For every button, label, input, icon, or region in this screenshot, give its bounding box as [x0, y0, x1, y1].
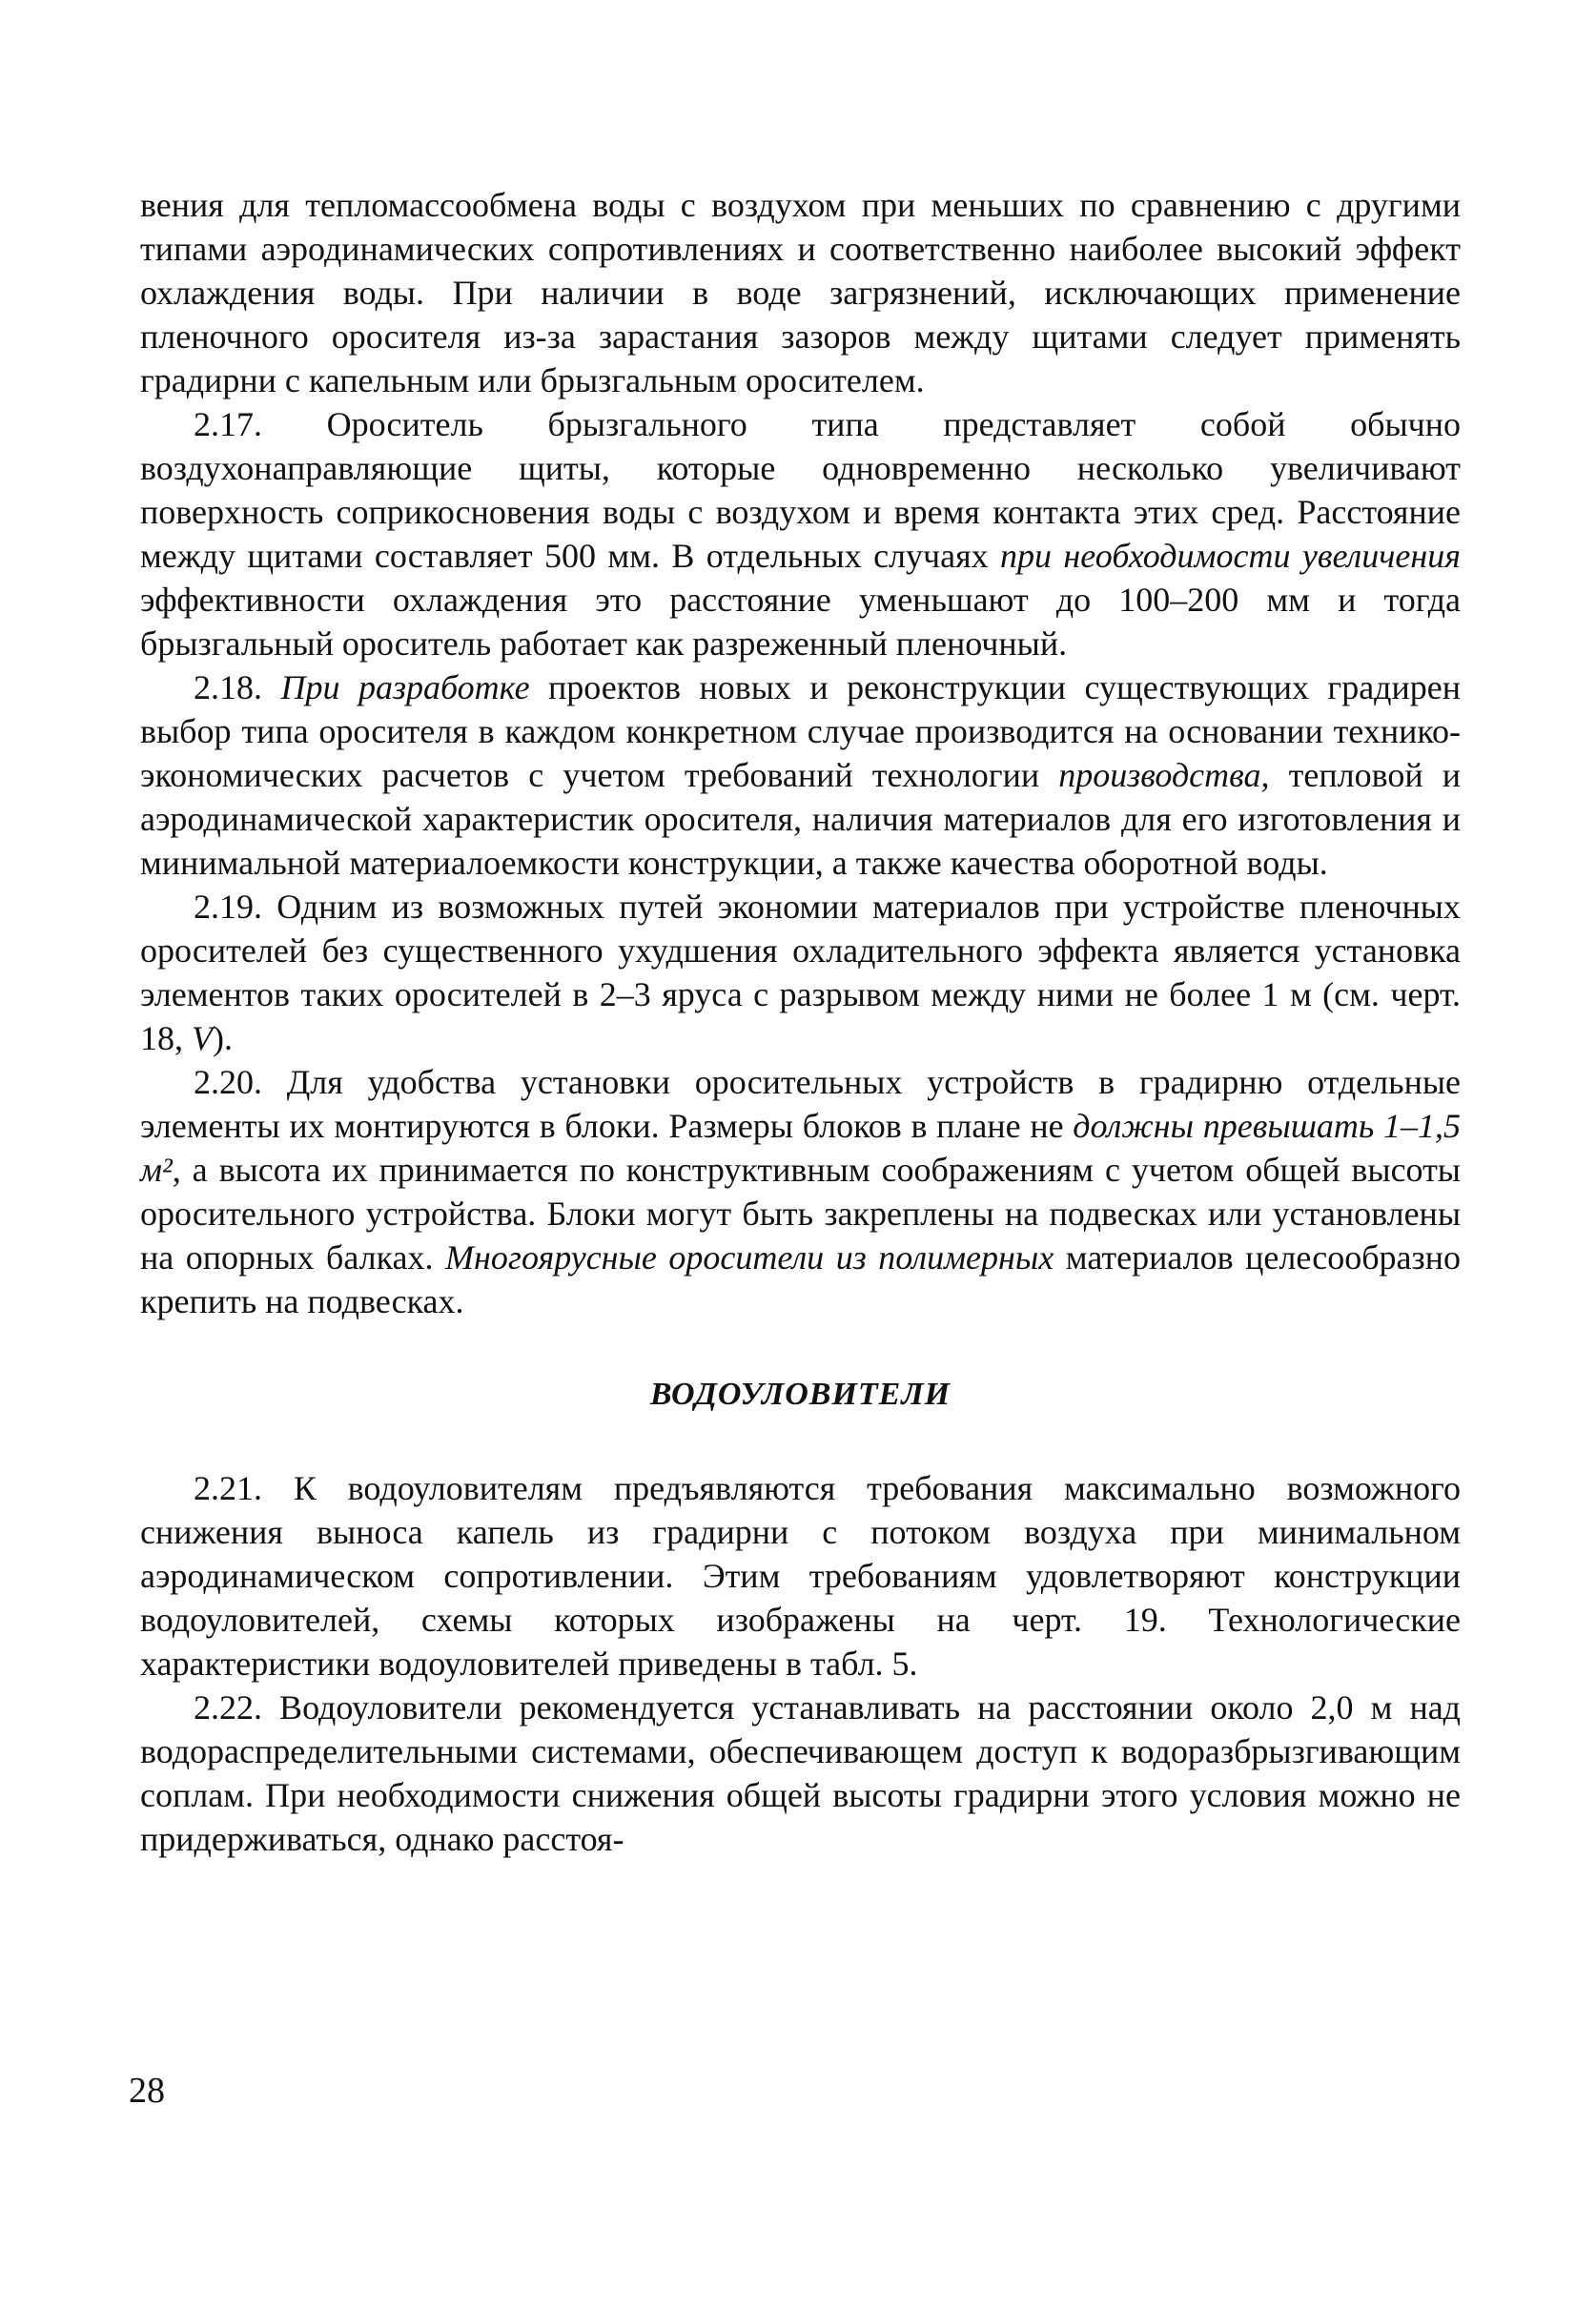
paragraph-text: тепловой и аэродинамической характеристик оросителя, наличия материалов для его изготовления и минимальной материалоемкости конструкции, а также качества оборотной воды. — [140, 756, 1461, 882]
italic-text: должны превышать 1–1,5 м² — [140, 1107, 1461, 1189]
paragraph-text: проектов новых и реконструкции существующих градирен выбор типа оросителя в каждом конкретном случае производится на основании технико-экономических расчетов с учетом требований технологии — [140, 668, 1462, 794]
paragraphs-after — [140, 1466, 1461, 1861]
paragraph-text — [262, 668, 280, 706]
paragraph-text: материалов целесообразно крепить на подвесках. — [140, 1238, 1461, 1320]
paragraph — [140, 183, 1461, 402]
text-column — [140, 183, 1461, 1861]
paragraphs-before — [140, 183, 1461, 1323]
paragraph-number: 2.22. — [194, 1688, 262, 1727]
paragraph-text: Ороситель брызгального типа представляет собой обычно воздухонаправляющие щиты, которые одновременно несколько увеличивают поверхность соприкосновения воды с воздухом и время контакта этих сред. Расстояние между щитами составляет 500 мм. В отдельных случаях — [140, 405, 1461, 575]
section-heading: ВОДОУЛОВИТЕЛИ — [649, 1377, 951, 1412]
paragraph-number: 2.19. — [194, 888, 262, 926]
italic-text: производства, — [1058, 756, 1270, 794]
paragraph-text: Водоуловители рекомендуется устанавливать на расстоянии около 2,0 м над водораспределительными системами, обеспечивающем доступ к водоразбрызгивающим соплам. При необходимости снижения общей высоты градирни этого условия можно не придерживаться, однако расстоя- — [140, 1688, 1461, 1858]
paragraph-text: Одним из возможных путей экономии материалов при устройстве пленочных оросителей без существенного ухудшения охладительного эффекта является установка элементов таких оросителей в 2–3 яруса с разрывом между ними не более 1 м (см. черт. 18, — [140, 888, 1461, 1057]
paragraph-number: 2.21. — [194, 1469, 262, 1507]
paragraph — [140, 1686, 1461, 1861]
paragraph — [140, 885, 1461, 1060]
paragraph-text: К водоуловителям предъявляются требования максимально возможного снижения выноса капель из градирни с потоком воздуха при минимальном аэродинамическом сопротивлении. Этим требованиям удовлетворяют конструкции водоуловителей, схемы которых изображены на черт. 19. Технологические характеристики водоуловителей приведены в табл. 5. — [140, 1469, 1461, 1683]
paragraph-text: эффективности охлаждения это расстояние уменьшают до 100–200 мм и тогда брызгальный ороситель работает как разреженный пленочный. — [140, 581, 1461, 663]
paragraph — [140, 1466, 1461, 1686]
italic-text: При разработке — [280, 668, 530, 706]
italic-text: Многоярусные оросители из полимерных — [445, 1238, 1054, 1277]
paragraph — [140, 402, 1461, 665]
italic-text: V — [192, 1019, 213, 1057]
paragraph-number: 2.18. — [194, 668, 262, 706]
paragraph-number: 2.17. — [194, 405, 262, 443]
paragraph — [140, 665, 1461, 885]
paragraph-text: ). — [213, 1019, 233, 1057]
page-number: 28 — [129, 2071, 165, 2111]
italic-text: при необходимости увеличения — [1000, 537, 1461, 575]
paragraph-text: Для удобства установки оросительных устройств в градирню отдельные элементы их монтируются в блоки. Размеры блоков в плане не — [140, 1063, 1461, 1145]
paragraph-number: 2.20. — [194, 1063, 262, 1101]
paragraph-text: , а высота их принимается по конструктивным соображениям с учетом общей высоты оросительного устройства. Блоки могут быть закреплены на подвесках или установлены на опорных балках. — [140, 1151, 1461, 1277]
paragraph — [140, 1060, 1461, 1323]
paragraph-text: вения для тепломассообмена воды с воздухом при меньших по сравнению с другими типами аэродинамических сопротивлениях и соответственно наиболее высокий эффект охлаждения воды. При наличии в воде загрязнений, исключающих применение пленочного оросителя из-за зарастания зазоров между щитами следует применять градирни с капельным или брызгальным оросителем. — [140, 186, 1461, 399]
